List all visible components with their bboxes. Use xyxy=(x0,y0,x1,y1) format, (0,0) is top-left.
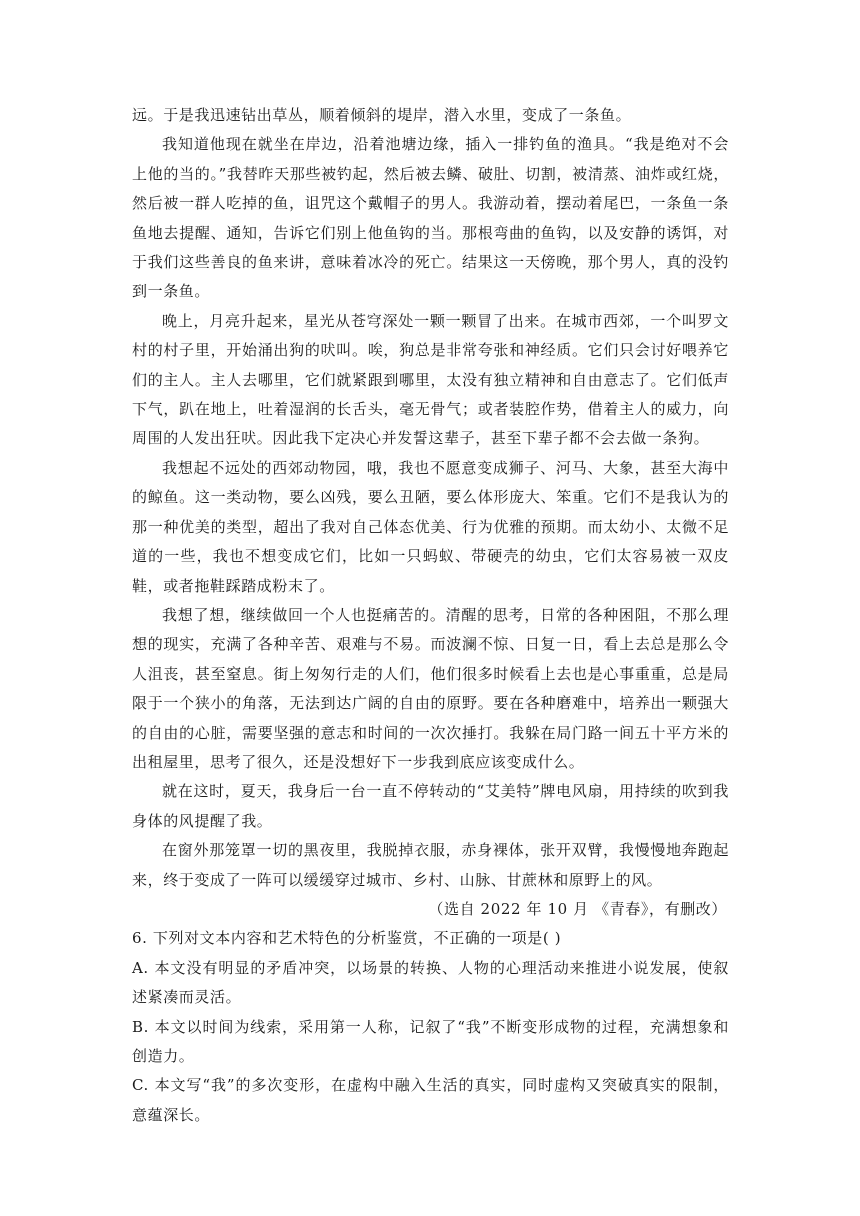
answer-option-c: C. 本文写“我”的多次变形，在虚构中融入生活的真实，同时虚构又突破真实的限制，意蕴深长。 xyxy=(132,1076,729,1124)
passage-body xyxy=(132,101,729,1130)
question-stem: 6. 下列对文本内容和艺术特色的分析鉴赏，不正确的一项是( ) xyxy=(132,929,562,948)
passage-paragraph: 我知道他现在就坐在岸边，沿着池塘边缘，插入一排钓鱼的渔具。“我是绝对不会上他的当的。”我替昨天那些被钓起，然后被去鳞、破肚、切割，被清蒸、油炸或红烧，然后被一群人吃掉的鱼，诅咒这个戴帽子的男人。我游动着，摆动着尾巴，一条鱼一条鱼地去提醒、通知，告诉它们别上他鱼钩的当。那根弯曲的鱼钩，以及安静的诱饵，对于我们这些善良的鱼来讲，意味着冰冷的死亡。结果这一天傍晚，那个男人，真的没钓到一条鱼。 xyxy=(132,135,729,301)
passage-paragraph: 晚上，月亮升起来，星光从苍穹深处一颗一颗冒了出来。在城市西郊，一个叫罗文村的村子里，开始涌出狗的吠叫。唉，狗总是非常夸张和神经质。它们只会讨好喂养它们的主人。主人去哪里，它们就紧跟到哪里，太没有独立精神和自由意志了。它们低声下气，趴在地上，吐着湿润的长舌头，毫无骨气；或者装腔作势，借着主人的威力，向周围的人发出狂吠。因此我下定决心并发誓这辈子，甚至下辈子都不会去做一条狗。 xyxy=(132,311,729,448)
source-citation: （选自 2022 年 10 月 《青春》，有删改） xyxy=(428,899,727,918)
answer-option-a: A. 本文没有明显的矛盾冲突，以场景的转换、人物的心理活动来推进小说发展，使叙述紧凑而灵活。 xyxy=(132,958,729,1007)
passage-paragraph: 我想起不远处的西郊动物园，哦，我也不愿意变成狮子、河马、大象，甚至大海中的鲸鱼。这一类动物，要么凶残，要么丑陋，要么体形庞大、笨重。它们不是我认为的那一种优美的类型，超出了我对自己体态优美、行为优雅的预期。而太幼小、太微不足道的一些，我也不想变成它们，比如一只蚂蚁、带硬壳的幼虫，它们太容易被一双皮鞋，或者拖鞋踩踏成粉末了。 xyxy=(132,458,729,595)
answer-option-b: B. 本文以时间为线索，采用第一人称，记叙了“我”不断变形成物的过程，充满想象和创造力。 xyxy=(132,1017,729,1065)
passage-paragraph: 在窗外那笼罩一切的黑夜里，我脱掉衣服，赤身裸体，张开双臂，我慢慢地奔跑起来，终于变成了一阵可以缓缓穿过城市、乡村、山脉、甘蔗林和原野上的风。 xyxy=(132,841,729,889)
passage-paragraph: 就在这时，夏天，我身后一台一直不停转动的“艾美特”牌电风扇，用持续的吹到我身体的风提醒了我。 xyxy=(132,782,729,830)
passage-paragraph: 远。于是我迅速钻出草丛，顺着倾斜的堤岸，潜入水里，变成了一条鱼。 xyxy=(132,106,632,124)
passage-paragraph: 我想了想，继续做回一个人也挺痛苦的。清醒的思考，日常的各种困阻，不那么理想的现实，充满了各种辛苦、艰难与不易。而波澜不惊、日复一日，看上去总是那么令人沮丧，甚至窒息。街上匆匆行走的人们，他们很多时候看上去也是心事重重，总是局限于一个狭小的角落，无法到达广阔的自由的原野。要在各种磨难中，培养出一颗强大的自由的心脏，需要坚强的意志和时间的一次次捶打。我躲在局门路一间五十平方米的出租屋里，思考了很久，还是没想好下一步我到底应该变成什么。 xyxy=(132,605,729,771)
